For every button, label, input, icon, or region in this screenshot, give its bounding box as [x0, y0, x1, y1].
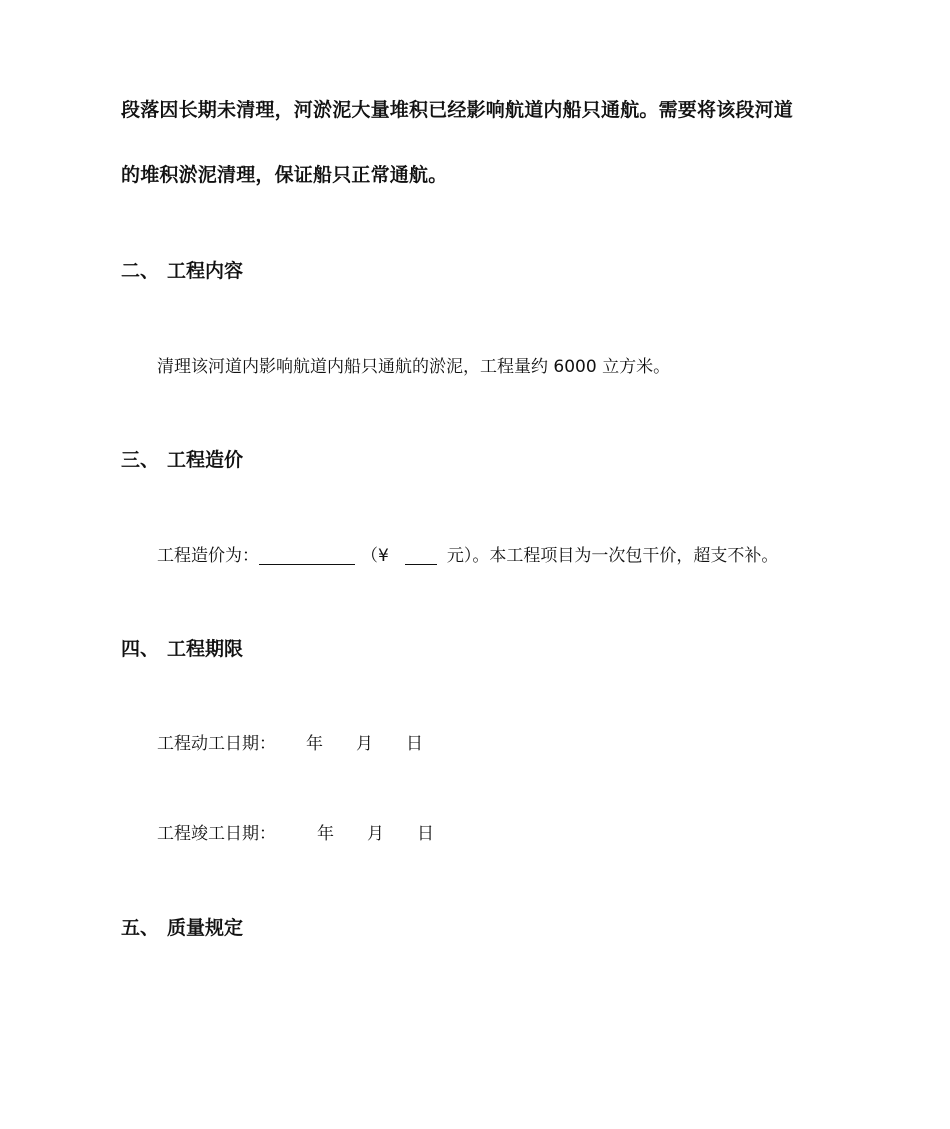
start-day: 日	[406, 734, 423, 754]
cost-tail: 本工程项目为一次包干价，超支不补。	[489, 546, 779, 566]
section-heading-cost	[121, 451, 243, 470]
section-number: 五、	[121, 917, 160, 939]
section-title: 工程期限	[167, 638, 244, 660]
cost-unit: 元）。	[446, 546, 490, 566]
section-heading-period	[121, 640, 243, 659]
end-month: 月	[367, 824, 384, 844]
section-number: 三、	[121, 449, 160, 471]
cost-paragraph	[157, 547, 778, 565]
intro-line-2: 的堆积淤泥清理，保证船只正常通航。	[121, 164, 448, 186]
section-title: 工程内容	[167, 260, 244, 282]
end-date-label: 工程竣工日期：	[157, 824, 276, 844]
end-date-line	[157, 826, 434, 843]
section-number: 二、	[121, 260, 160, 282]
end-year: 年	[317, 824, 334, 844]
section-title: 质量规定	[167, 917, 244, 939]
intro-line-1: 段落因长期未清理，河淤泥大量堆积已经影响航道内船只通航。需要将该段河道	[121, 99, 794, 121]
section-number: 四、	[121, 638, 160, 660]
content-paragraph: 清理该河道内影响航道内船只通航的淤泥，工程量约 6000 立方米。	[157, 357, 671, 377]
section-heading-quality	[121, 919, 243, 938]
start-date-label: 工程动工日期：	[157, 734, 276, 754]
start-month: 月	[356, 734, 373, 754]
end-day: 日	[417, 824, 434, 844]
section-heading-content	[121, 262, 243, 281]
cost-amount-blank	[259, 547, 355, 565]
section-title: 工程造价	[167, 449, 244, 471]
cost-paren-open: （¥	[361, 546, 389, 566]
start-date-line	[157, 736, 423, 753]
cost-label: 工程造价为：	[157, 546, 259, 566]
cost-number-blank	[405, 547, 437, 565]
start-year: 年	[306, 734, 323, 754]
